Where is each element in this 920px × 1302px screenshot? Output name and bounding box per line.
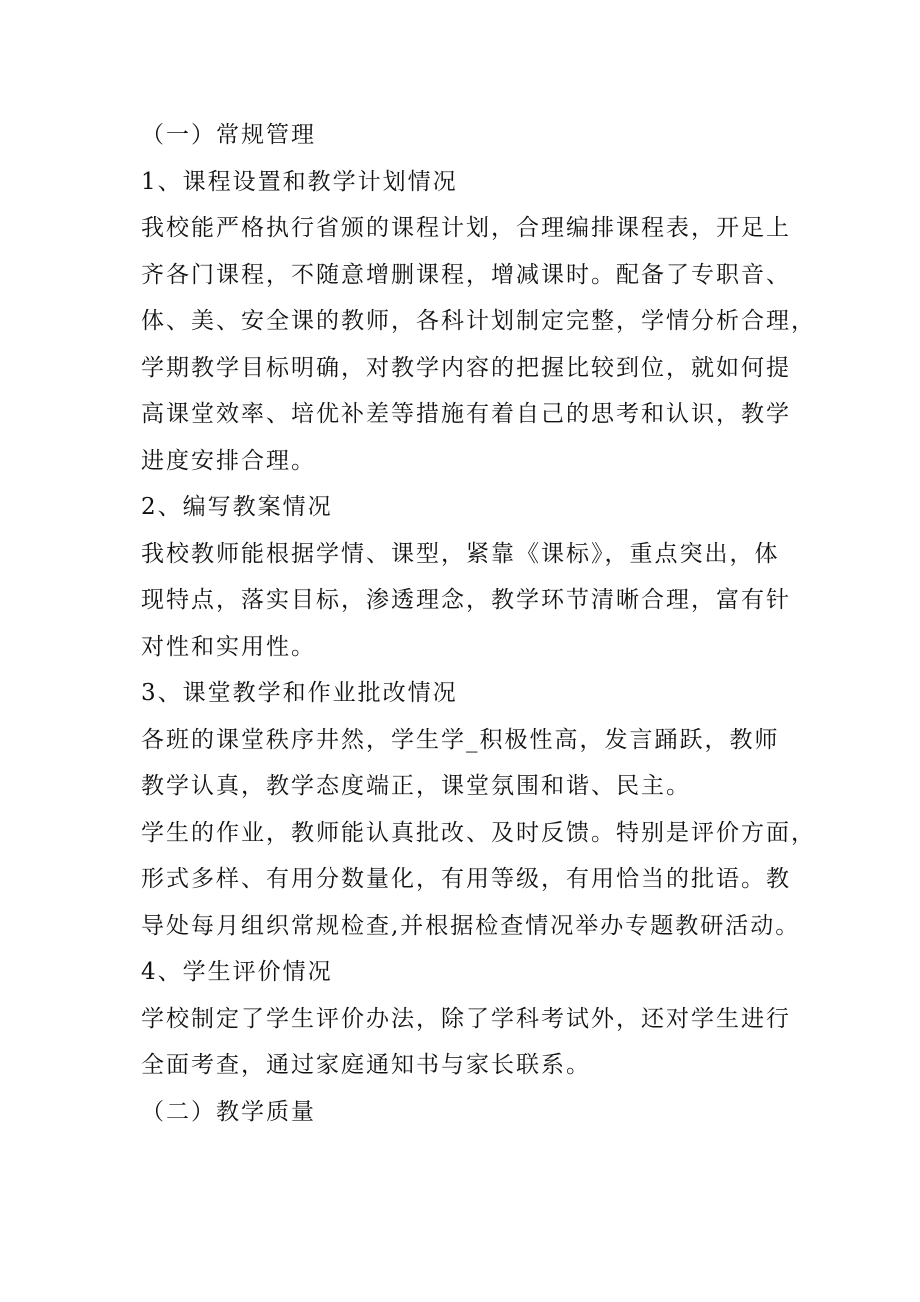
paragraph-line: 现特点，落实目标，渗透理念，教学环节清晰合理，富有针: [141, 587, 791, 613]
paragraph-line: 我校教师能根据学情、课型，紧靠《课标》，重点突出，体: [141, 540, 780, 567]
subheading-curriculum: 1、课程设置和教学计划情况: [141, 168, 458, 195]
paragraph-line: 各班的课堂秩序井然，学生学_积极性高，发言踊跃，教师: [141, 726, 780, 753]
paragraph-line: 对性和实用性。: [141, 633, 316, 660]
paragraph-line: 学期教学目标明确，对教学内容的把握比较到位，就如何提: [141, 354, 791, 381]
paragraph-line: 形式多样、有用分数量化，有用等级，有用恰当的批语。教: [141, 866, 791, 892]
subheading-classroom-teaching: 3、课堂教学和作业批改情况: [141, 680, 458, 706]
paragraph-line: 学校制定了学生评价办法，除了学科考试外，还对学生进行: [141, 1005, 791, 1032]
section-heading-routine-management: （一）常规管理: [141, 122, 316, 148]
paragraph-line: 齐各门课程，不随意增删课程，增减课时。配备了专职音、: [141, 261, 791, 288]
subheading-student-evaluation: 4、学生评价情况: [141, 959, 333, 985]
document-body: [141, 112, 816, 1135]
paragraph-line: 教学认真，教学态度端正，课堂氛围和谐、民主。: [141, 773, 691, 799]
paragraph-line: 学生的作业，教师能认真批改、及时反馈。特别是评价方面，: [141, 819, 816, 846]
paragraph-line: 全面考查，通过家庭通知书与家长联系。: [141, 1052, 591, 1078]
paragraph-line: 进度安排合理。: [141, 447, 316, 474]
paragraph-line: 体、美、安全课的教师，各科计划制定完整，学情分析合理，: [141, 308, 816, 334]
paragraph-line: 高课堂效率、培优补差等措施有着自己的思考和认识，教学: [141, 401, 791, 427]
section-heading-teaching-quality: （二）教学质量: [141, 1098, 316, 1125]
paragraph-line: 导处每月组织常规检查,并根据检查情况举办专题教研活动。: [141, 912, 801, 939]
paragraph-line: 我校能严格执行省颁的课程计划，合理编排课程表，开足上: [141, 215, 791, 241]
subheading-lesson-plans: 2、编写教案情况: [141, 494, 333, 520]
